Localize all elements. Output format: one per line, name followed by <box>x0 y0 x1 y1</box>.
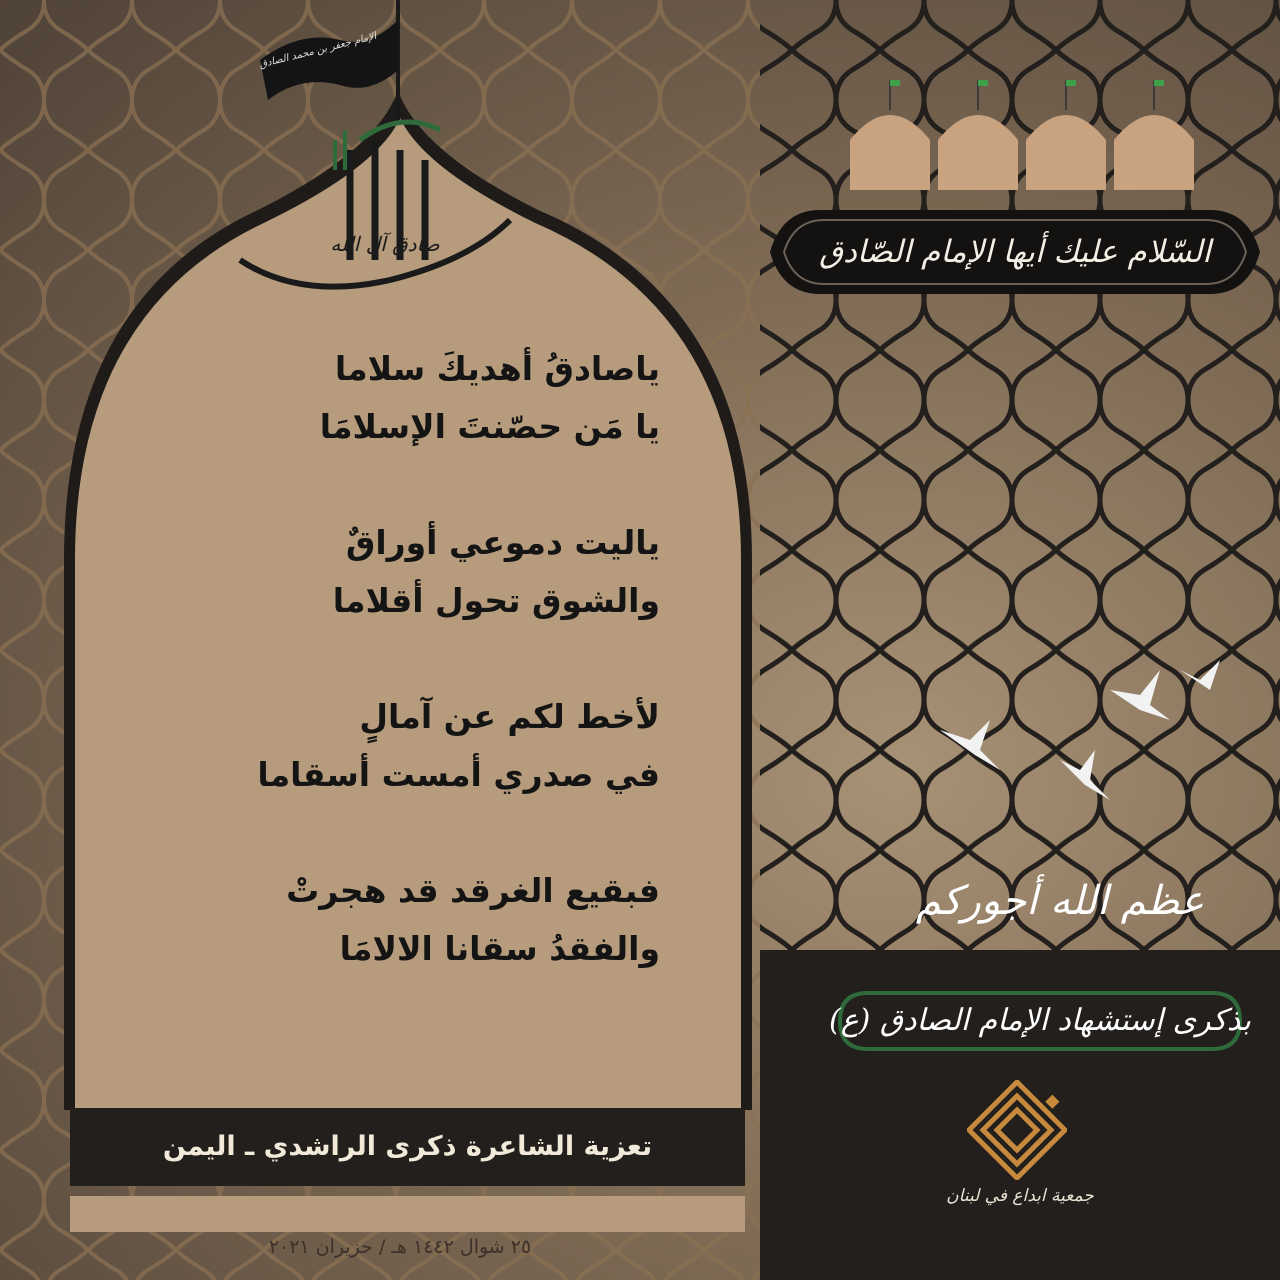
poem-line: ياصادقُ أهديكَ سلاما <box>334 349 660 388</box>
poem-line: في صدري أمست أسقاما <box>257 755 660 794</box>
salutation-text: السّلام عليك أيها الإمام الصّادق <box>819 234 1211 270</box>
poet-credit: تعزية الشاعرة ذكرى الراشدي ـ اليمن <box>162 1131 653 1162</box>
poem-stanza <box>150 688 660 804</box>
poem-line: ياليت دموعي أوراقٌ <box>345 523 660 562</box>
doves-illustration <box>930 660 1230 820</box>
calligraphy-emblem <box>200 110 540 310</box>
poem-line: يا مَن حصّنتَ الإسلامَا <box>319 407 660 446</box>
poem-stanza <box>150 514 660 630</box>
flag-text: الإمام جعفر بن محمد الصادق <box>258 30 378 71</box>
kufic-logo <box>967 1080 1067 1180</box>
poem-stanza <box>150 862 660 978</box>
calligraphy-title: صادق آل الله <box>330 232 440 256</box>
poem-line: لأخط لكم عن آمالٍ <box>359 697 660 736</box>
poem-line: والفقدُ سقانا الالامَا <box>339 929 660 968</box>
poem-line: والشوق تحول أقلاما <box>332 581 660 620</box>
poem <box>150 340 660 1036</box>
association-signature: جمعية ابداع في لبنان <box>946 1186 1094 1206</box>
poem-line: فبقيع الغرقد قد هجرتْ <box>286 871 660 910</box>
poem-stanza <box>150 340 660 456</box>
footer-bar <box>70 1196 745 1232</box>
memorial-text: بذكرى إستشهاد الإمام الصادق (ع) <box>829 1003 1251 1038</box>
domes-illustration <box>840 70 1200 200</box>
condolence-text: عظم الله أجوركم <box>915 878 1205 924</box>
date-text: ٢٥ شوال ١٤٤٢ هـ / حزيران ٢٠٢١ <box>268 1236 532 1258</box>
